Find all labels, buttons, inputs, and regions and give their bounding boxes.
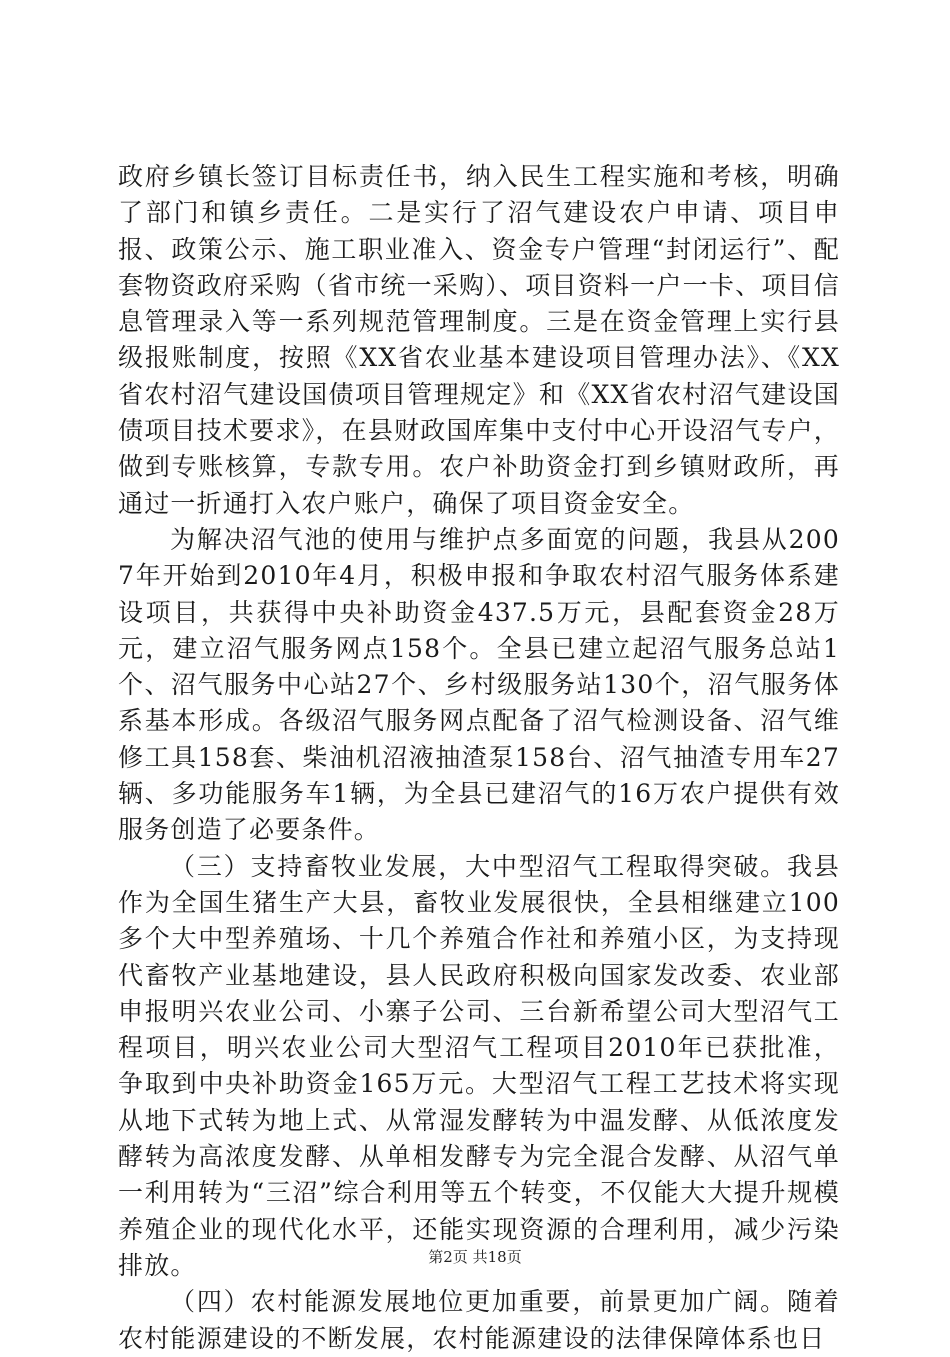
paragraph-service-system: 为解决沼气池的使用与维护点多面宽的问题，我县从2007年开始到2010年4月，积极申报和争取农村沼气服务体系建设项目，共获得中央补助资金437.5万元，县配套资金28万元，建立沼气服务网点158个。全县已建立起沼气服务总站1个、沼气服务中心站27个、乡村级服务站130个，沼气服务体系基本形成。各级沼气服务网点配备了沼气检测设备、沼气维修工具158套、柴油机沼液抽渣泵158台、沼气抽渣专用车27辆、多功能服务车1辆，为全县已建沼气的16万农户提供有效服务创造了必要条件。 [118,524,840,845]
page-number-footer: 第2页 共18页 [428,1248,522,1266]
paragraph-responsibility-and-funds: 政府乡镇长签订目标责任书，纳入民生工程实施和考核，明确了部门和镇乡责任。二是实行了沼气建设农户申请、项目申报、政策公示、施工职业准入、资金专户管理“封闭运行”、配套物资政府采购（省市统一采购）、项目资料一户一卡、项目信息管理录入等一系列规范管理制度。三是在资金管理上实行县级报账制度，按照《XX省农业基本建设项目管理办法》、《XX省农村沼气建设国债项目管理规定》和《XX省农村沼气建设国债项目技术要求》，在县财政国库集中支付中心开设沼气专户，做到专账核算，专款专用。农户补助资金打到乡镇财政所，再通过一折通打入农户账户，确保了项目资金安全。 [118,162,840,518]
paragraph-livestock-biogas: （三）支持畜牧业发展，大中型沼气工程取得突破。我县作为全国生猪生产大县，畜牧业发展很快，全县相继建立100多个大中型养殖场、十几个养殖合作社和养殖小区，为支持现代畜牧产业基地建设，县人民政府积极向国家发改委、农业部申报明兴农业公司、小寨子公司、三台新希望公司大型沼气工程项目，明兴农业公司大型沼气工程项目2010年已获批准，争取到中央补助资金165万元。大型沼气工程工艺技术将实现从地下式转为地上式、从常湿发酵转为中温发酵、从低浓度发酵转为高浓度发酵、从单相发酵专为完全混合发酵、从沼气单一利用转为“三沼”综合利用等五个转变，不仅能大大提升规模养殖企业的现代化水平，还能实现资源的合理利用，减少污染排放。 [118,851,840,1280]
paragraph-rural-energy: （四）农村能源发展地位更加重要，前景更加广阔。随着农村能源建设的不断发展，农村能源建设的法律保障体系也日 [118,1287,840,1353]
document-body [118,159,840,1357]
